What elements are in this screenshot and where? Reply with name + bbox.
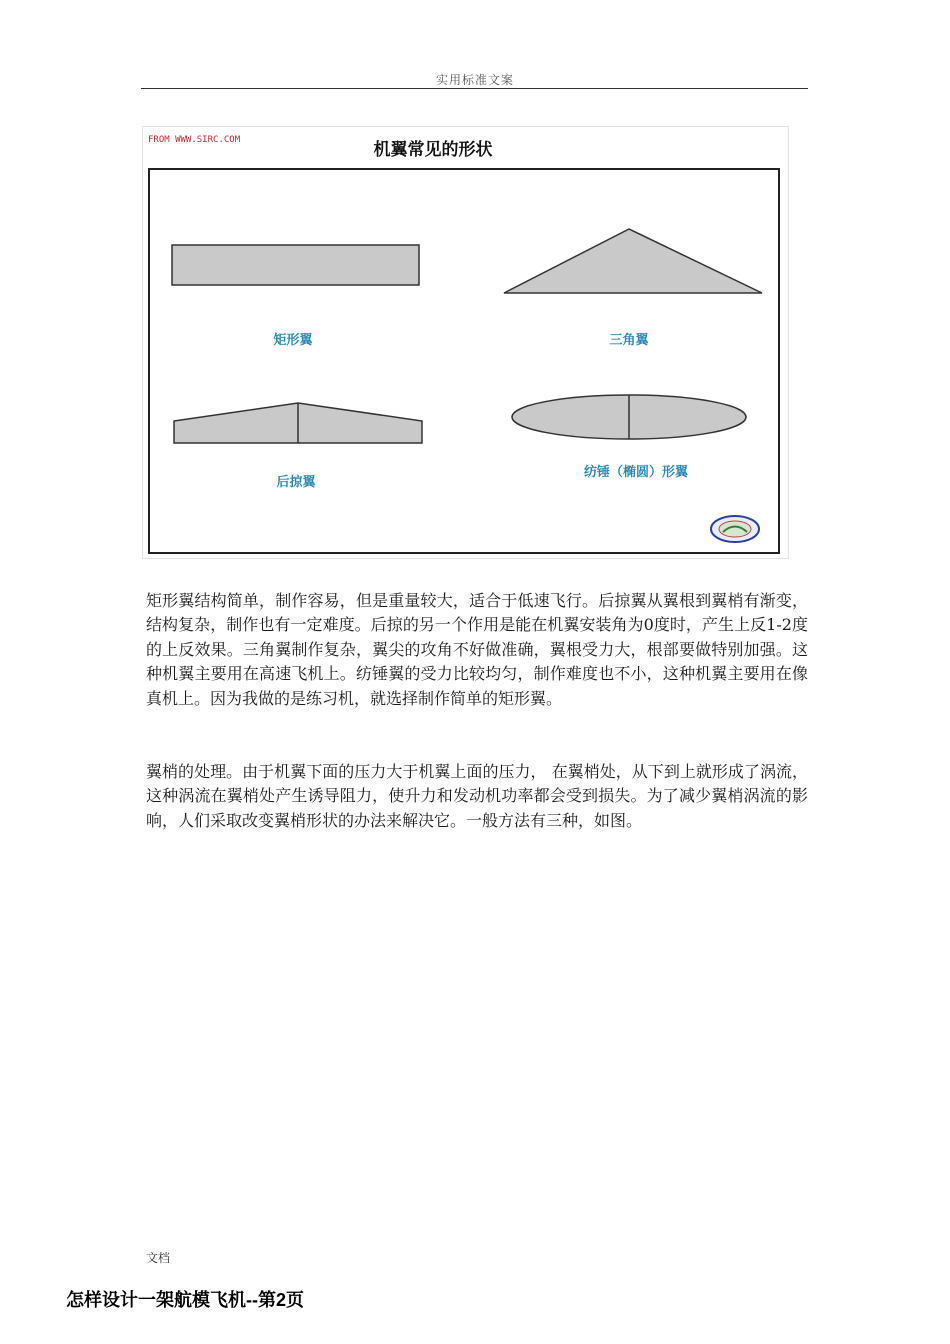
swept-wing-label: 后掠翼: [276, 475, 316, 490]
wing-shapes-figure: [142, 126, 789, 559]
header-divider: [141, 88, 808, 89]
figure-frame: [149, 169, 779, 553]
figure-source-text: FROM WWW.SIRC.COM: [148, 135, 241, 145]
rectangular-wing-shape: [172, 245, 419, 285]
paragraph-wingtip-treatment: 翼梢的处理。由于机翼下面的压力大于机翼上面的压力， 在翼梢处，从下到上就形成了涡流，这种涡流在翼梢处产生诱导阻力，使升力和发动机功率都会受到损失。为了减少翼梢涡流的影响，人们采取改变翼梢形状的办法来解决它。一般方法有三种，如图。: [146, 762, 808, 830]
footer-label: 文档: [146, 1251, 171, 1265]
elliptical-wing-label: 纺锤（椭圆）形翼: [583, 465, 689, 480]
triangular-wing-label: 三角翼: [609, 333, 649, 348]
page-caption: 怎样设计一架航模飞机--第2页: [66, 1290, 304, 1310]
rectangular-wing-label: 矩形翼: [273, 333, 313, 348]
page-header-title: 实用标准文案: [435, 73, 514, 87]
figure-title: 机翼常见的形状: [373, 140, 493, 160]
paragraph-wing-types: 矩形翼结构简单，制作容易，但是重量较大，适合于低速飞行。后掠翼从翼根到翼梢有渐变，结构复杂，制作也有一定难度。后掠的另一个作用是能在机翼安装角为0度时，产生上反1-2度的上反效果。三角翼制作复杂，翼尖的攻角不好做准确，翼根受力大，根部要做特别加强。这种机翼主要用在高速飞机上。纺锤翼的受力比较均匀，制作难度也不小，这种机翼主要用在像真机上。因为我做的是练习机，就选择制作简单的矩形翼。: [146, 591, 808, 708]
logo-badge: [711, 516, 759, 542]
